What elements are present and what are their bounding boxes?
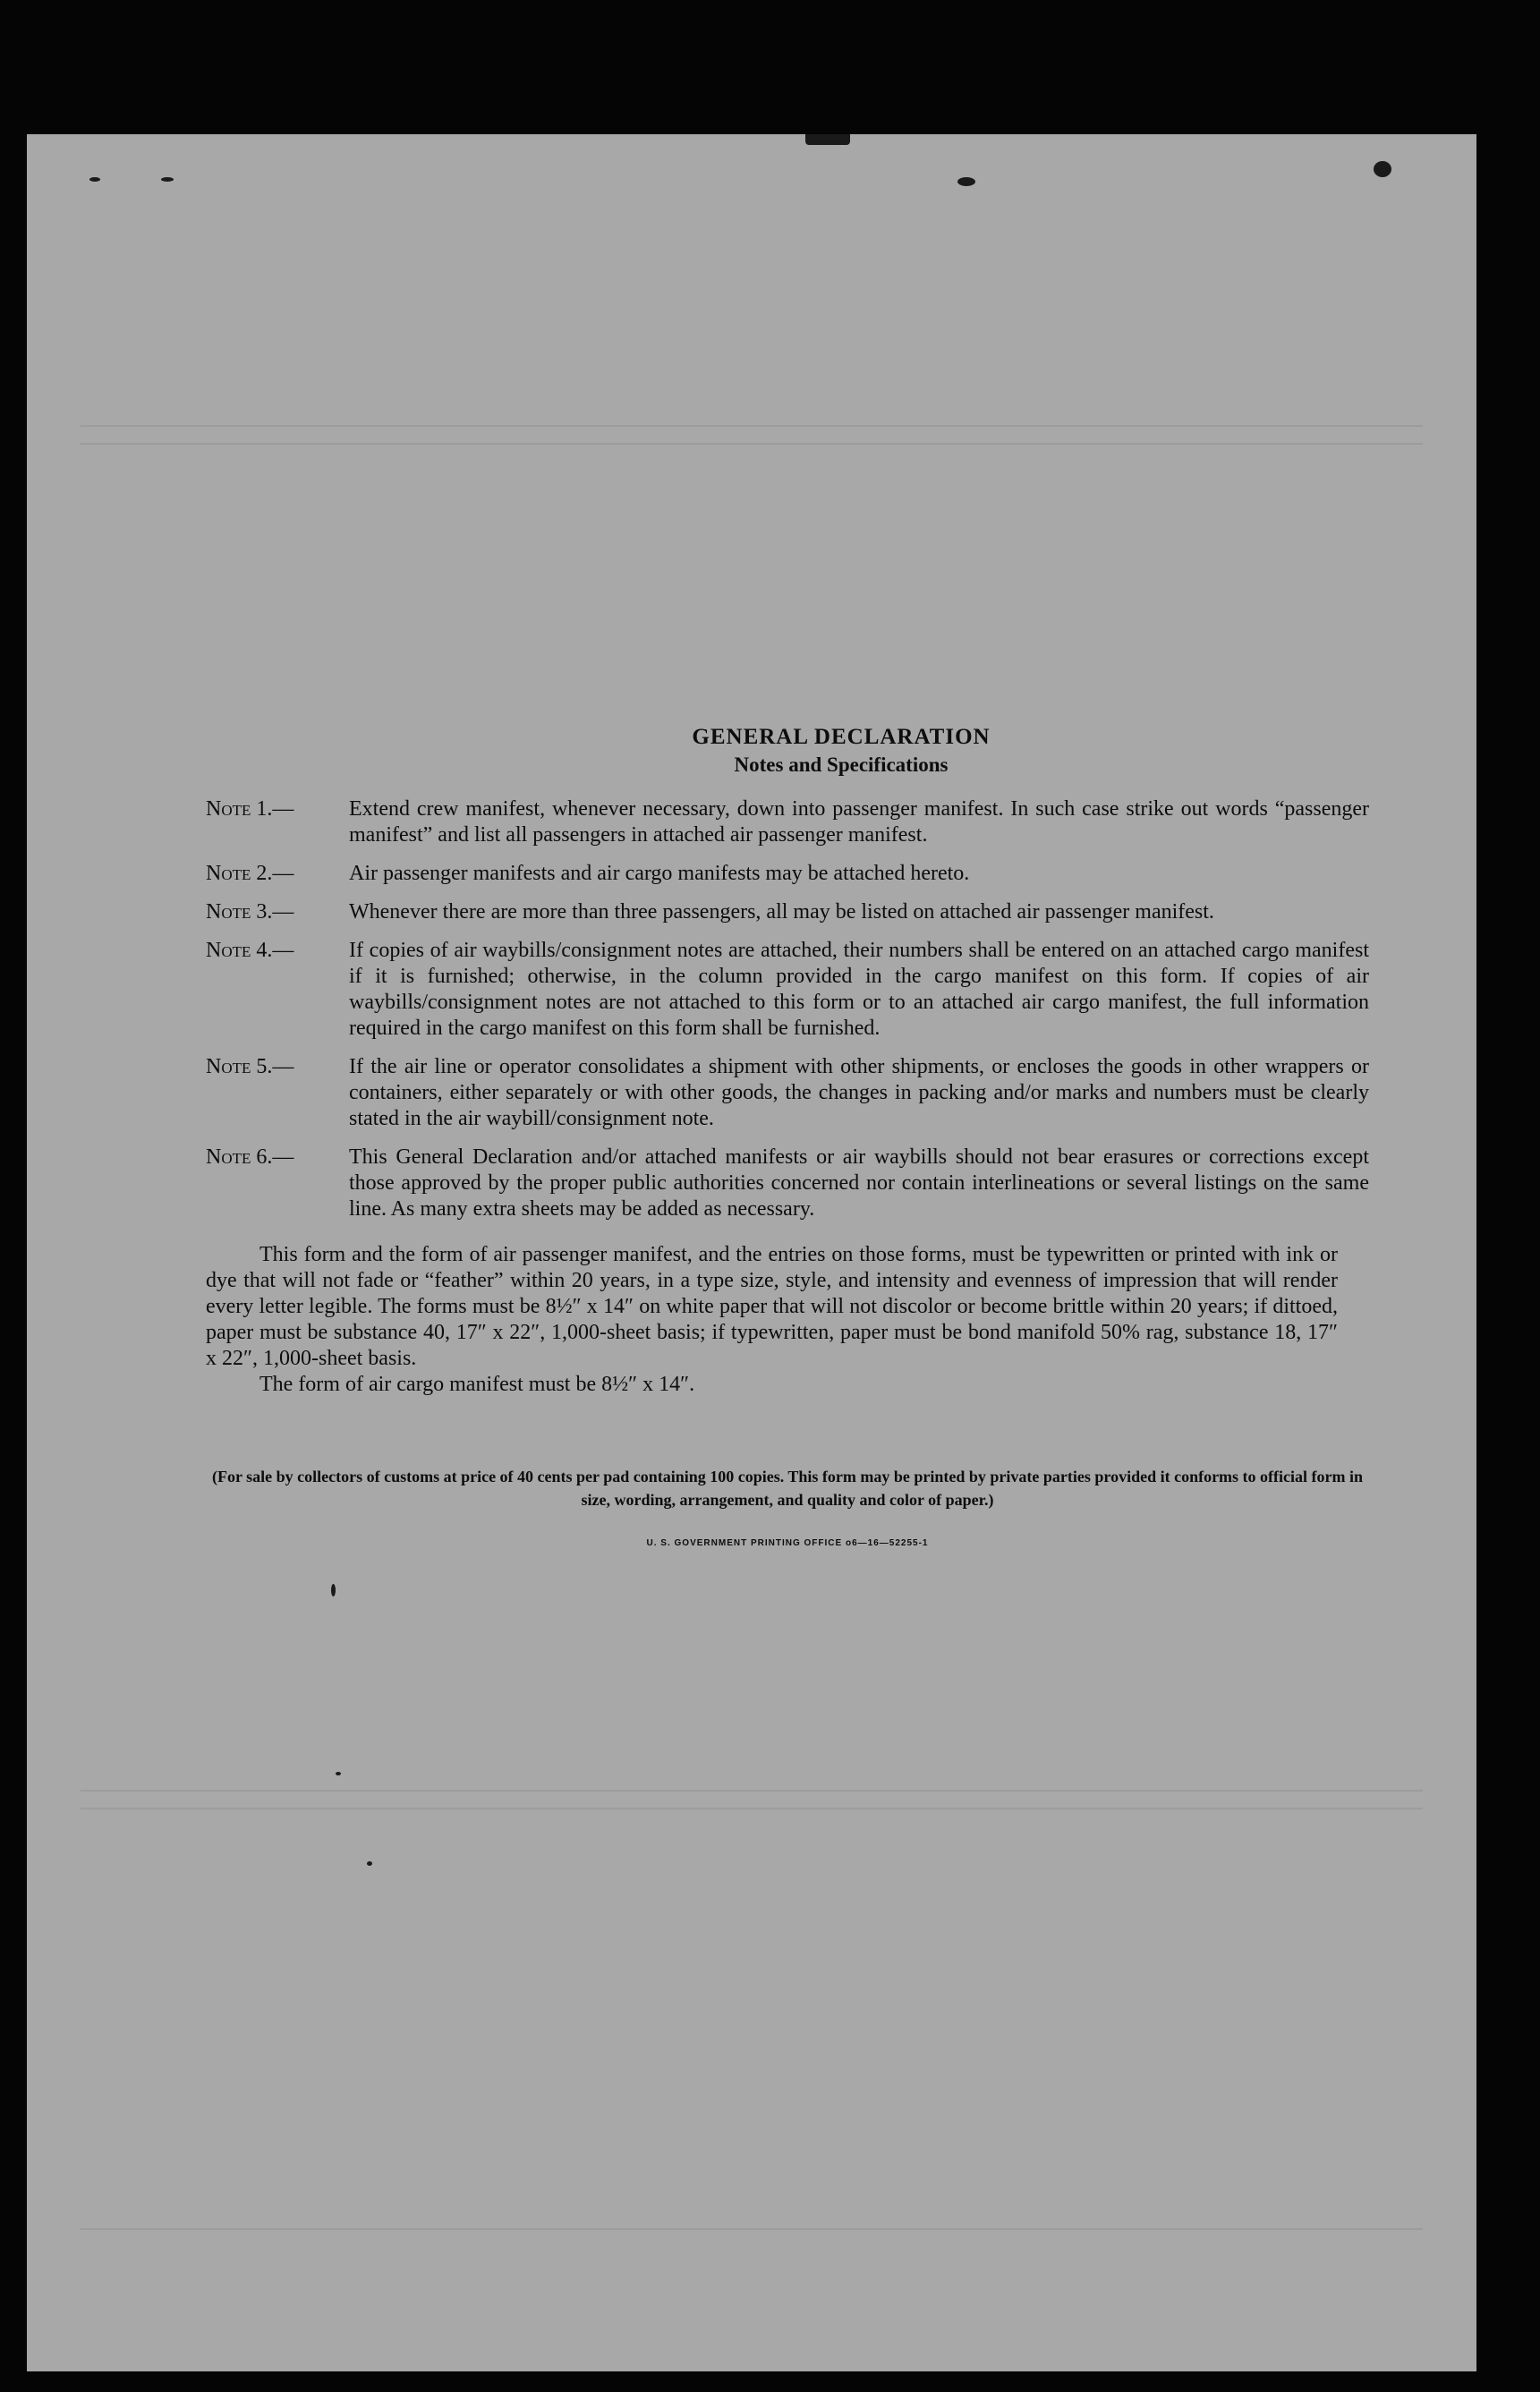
note-text: Extend crew manifest, whenever necessary, down into passenger manifest. In such case strike out words “passenger manifest” and list all passengers in attached air passenger manifest. (349, 797, 1369, 847)
note-4 (206, 938, 1369, 1042)
ink-speck (1374, 161, 1391, 177)
cargo-manifest-size-line: The form of air cargo manifest must be 8½″ x 14″. (260, 1373, 695, 1396)
bleed-through-rule (81, 1808, 1423, 1809)
note-text: If copies of air waybills/consignment notes are attached, their numbers shall be entered on an attached cargo manifest if it is furnished; otherwise, in the column provided in the cargo manifest on this form. If copies of air waybills/consignment notes are not attached to this form or to an attached air cargo manifest, the full information required in the cargo manifest on this form shall be furnished. (349, 939, 1369, 1040)
note-label: Note 1.— (206, 797, 294, 821)
note-5 (206, 1054, 1369, 1132)
note-text: This General Declaration and/or attached manifests or air waybills should not bear erasures or corrections except those approved by the proper public authorities concerned nor contain interlineations or several listings on the same line. As many extra sheets may be added as necessary. (349, 1145, 1369, 1221)
printing-office-imprint: U. S. GOVERNMENT PRINTING OFFICE o6—16—52255-1 (646, 1538, 929, 1548)
document-page (27, 134, 1476, 2371)
note-label: Note 5.— (206, 1055, 294, 1078)
note-6 (206, 1145, 1369, 1222)
bleed-through-rule (81, 2228, 1423, 2230)
note-text: If the air line or operator consolidates a shipment with other shipments, or encloses the goods in other wrappers or containers, either separately or with other goods, the changes in packing and/or marks and numbers must be clearly stated in the air waybill/consignment note. (349, 1055, 1369, 1130)
bleed-through-rule (81, 1790, 1423, 1792)
form-specification-paragraph: This form and the form of air passenger manifest, and the entries on those forms, must be typewritten or printed with ink or dye that will not fade or “feather” within 20 years, in a type size, style, and intensity and evenness of impression that will render every letter legible. The forms must be 8½″ x 14″ on white paper that will not discolor or become brittle within 20 years; if dittoed, paper must be substance 40, 17″ x 22″, 1,000-sheet basis; if typewritten, paper must be bond manifold 50% rag, substance 18, 17″ x 22″, 1,000-sheet basis. (206, 1243, 1338, 1370)
note-2 (206, 861, 1369, 887)
ink-speck (331, 1584, 336, 1596)
note-label: Note 2.— (206, 862, 294, 885)
note-label: Note 3.— (206, 900, 294, 924)
note-label: Note 6.— (206, 1145, 294, 1169)
note-1 (206, 796, 1369, 848)
bleed-through-rule (81, 443, 1423, 445)
document-title: GENERAL DECLARATION (692, 725, 991, 749)
ink-speck (336, 1772, 341, 1775)
ink-speck (805, 134, 850, 145)
sale-notice: (For sale by collectors of customs at price of 40 cents per pad containing 100 copies. This form may be printed by private parties provided it conforms to official form in size, wording, arrangement, and quality and color of paper.) (211, 1468, 1364, 1509)
ink-speck (89, 177, 100, 182)
note-text: Air passenger manifests and air cargo manifests may be attached hereto. (349, 862, 970, 885)
declaration-notes (206, 725, 1369, 1548)
bleed-through-rule (81, 425, 1423, 427)
ink-speck (957, 177, 975, 186)
note-label: Note 4.— (206, 939, 294, 962)
note-text: Whenever there are more than three passengers, all may be listed on attached air passenger manifest. (349, 900, 1214, 924)
ink-speck (161, 177, 174, 182)
ink-speck (367, 1861, 372, 1866)
document-subtitle: Notes and Specifications (734, 753, 949, 776)
note-3 (206, 899, 1369, 925)
